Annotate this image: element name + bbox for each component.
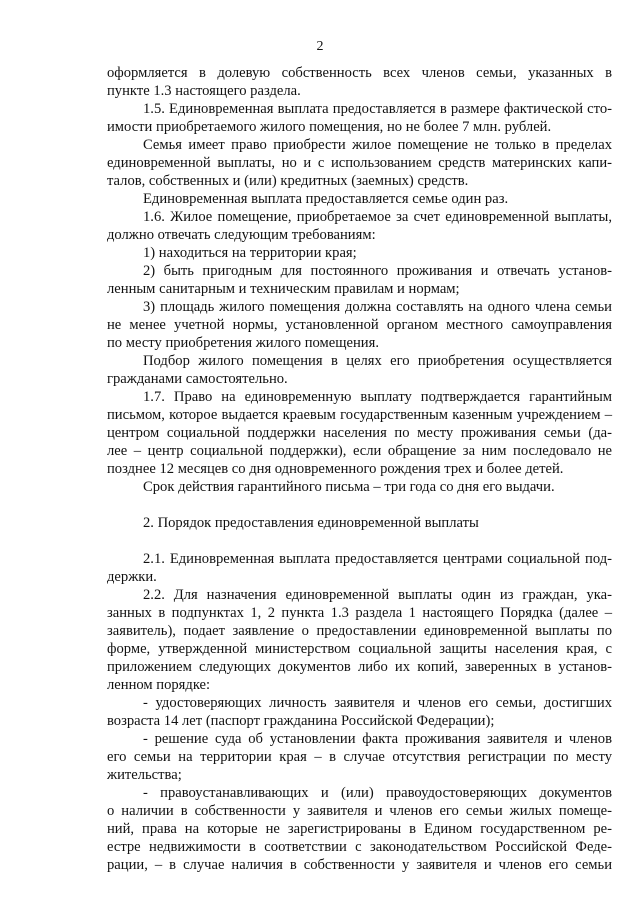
text-line: рации, – в случае наличия в собственности у заявителя и членов его семьи	[107, 857, 612, 873]
text-line: - правоустанавливающих и (или) правоудостоверяющих документов	[143, 785, 612, 801]
text-line: 1) находиться на территории края;	[143, 245, 357, 261]
text-line: - удостоверяющих личность заявителя и членов его семьи, достигших	[143, 695, 612, 711]
text-line: не менее учетной нормы, установленной органом местного самоуправления	[107, 317, 612, 333]
text-line: имости приобретаемого жилого помещения, но не более 7 млн. рублей.	[107, 119, 552, 135]
text-line: о наличии в собственности у заявителя и членов его семьи жилых помеще-	[107, 803, 612, 819]
text-line: ленном порядке:	[107, 677, 211, 693]
text-line: гражданами самостоятельно.	[107, 371, 288, 387]
text-line: жительства;	[107, 767, 182, 783]
text-line: возраста 14 лет (паспорт гражданина Российской Федерации);	[107, 713, 495, 729]
text-line: 1.6. Жилое помещение, приобретаемое за счет единовременной выплаты,	[143, 209, 612, 225]
text-line: форме, утвержденной министерством социальной защиты населения края, с	[107, 641, 612, 657]
text-line: Срок действия гарантийного письма – три года со дня его выдачи.	[143, 479, 555, 495]
text-line: его семьи на территории края – в случае отсутствия регистрации по месту	[107, 749, 612, 765]
blank-line	[107, 496, 612, 514]
text-line: ленным санитарным и техническим правилам и нормам;	[107, 281, 460, 297]
page-number: 2	[316, 39, 324, 54]
text-line: Единовременная выплата предоставляется семье один раз.	[143, 191, 509, 207]
text-line: Семья имеет право приобрести жилое помещение не только в пределах	[143, 137, 612, 153]
text-line: 2.2. Для назначения единовременной выплаты один из граждан, ука-	[143, 587, 612, 603]
text-line: талов, собственных и (или) кредитных (заемных) средств.	[107, 173, 469, 189]
text-line: по месту приобретения жилого помещения.	[107, 335, 379, 351]
text-line: 2.1. Единовременная выплата предоставляется центрами социальной под-	[143, 551, 612, 567]
text-line: письмом, которое выдается краевым государственным казенным учреждением –	[107, 407, 612, 423]
text-line: - решение суда об установлении факта проживания заявителя и членов	[143, 731, 612, 747]
text-line: 3) площадь жилого помещения должна составлять на одного члена семьи	[143, 299, 612, 315]
text-line: должно отвечать следующим требованиям:	[107, 227, 376, 243]
text-line: центром социальной поддержки населения по месту проживания семьи (да-	[107, 425, 612, 441]
text-line: приложением следующих документов либо их копий, заверенных в установ-	[107, 659, 612, 675]
text-line: 2) быть пригодным для постоянного проживания и отвечать установ-	[143, 263, 612, 279]
text-line: лее – центр социальной поддержки), если обращение за ним последовало не	[107, 443, 612, 459]
text-line: ний, права на которые не зарегистрированы в Едином государственном ре-	[107, 821, 612, 837]
text-line: 2. Порядок предоставления единовременной выплаты	[143, 515, 479, 531]
text-line: позднее 12 месяцев со дня одновременного рождения трех и более детей.	[107, 461, 564, 477]
text-line: единовременной выплаты, но и с использованием средств материнских капи-	[107, 155, 612, 171]
text-line: естре недвижимости в соответствии с законодательством Российской Феде-	[107, 839, 612, 855]
text-line: занных в подпунктах 1, 2 пункта 1.3 раздела 1 настоящего Порядка (далее –	[107, 605, 612, 621]
text-line: 1.7. Право на единовременную выплату подтверждается гарантийным	[143, 389, 612, 405]
blank-line	[107, 532, 612, 550]
text-line: 1.5. Единовременная выплата предоставляется в размере фактической сто-	[143, 101, 612, 117]
text-line: Подбор жилого помещения в целях его приобретения осуществляется	[143, 353, 612, 369]
text-line: пункте 1.3 настоящего раздела.	[107, 83, 301, 99]
text-line: держки.	[107, 569, 157, 585]
text-line: заявитель), подает заявление о предоставлении единовременной выплаты по	[107, 623, 612, 639]
text-line: оформляется в долевую собственность всех членов семьи, указанных в	[107, 65, 612, 81]
document-body	[107, 64, 612, 874]
